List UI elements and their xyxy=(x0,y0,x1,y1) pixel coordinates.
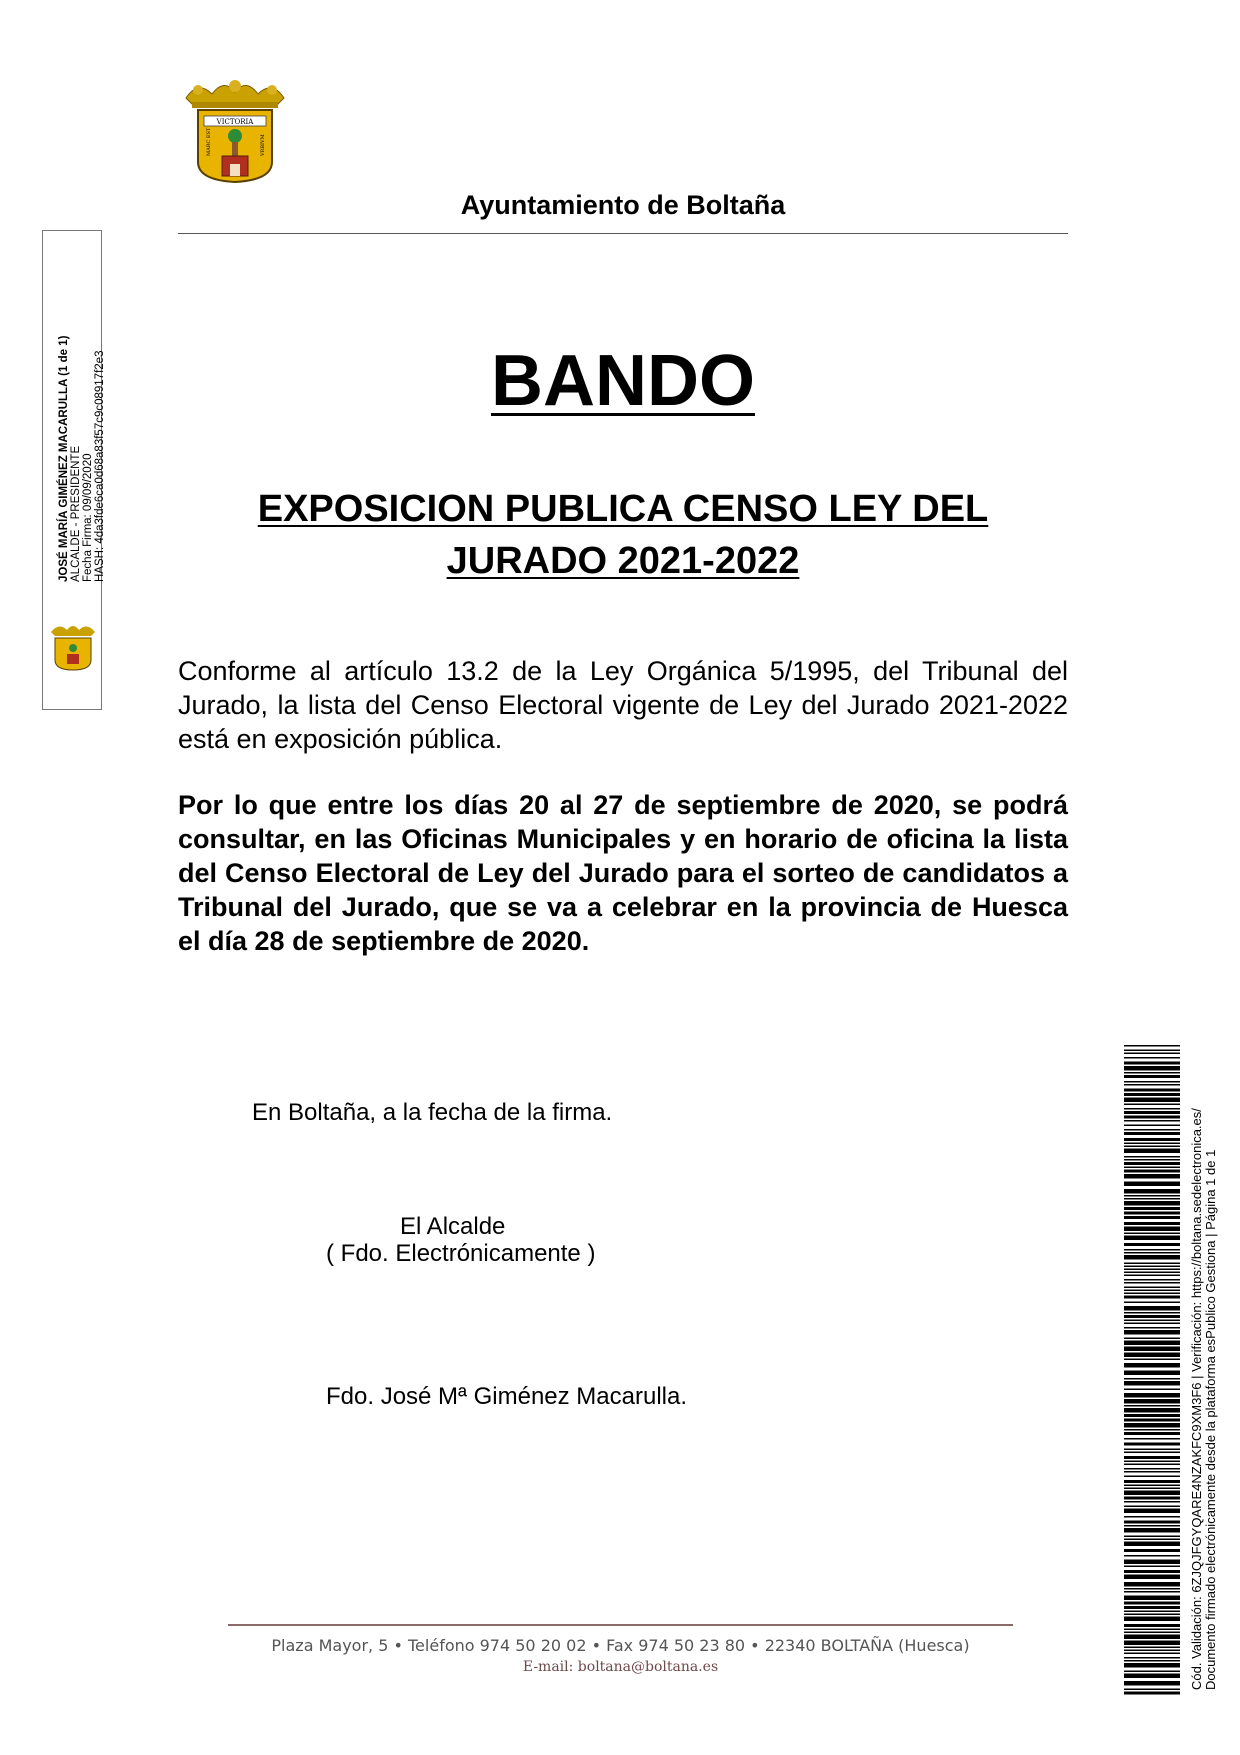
barcode-bar xyxy=(1124,1566,1180,1568)
barcode-bar xyxy=(1124,1414,1180,1417)
barcode-bar xyxy=(1124,1129,1180,1131)
crest-left-text: MARC EST xyxy=(206,127,212,156)
document-title: BANDO xyxy=(491,341,755,421)
barcode-bar xyxy=(1124,1149,1180,1154)
barcode-bar xyxy=(1124,1381,1180,1386)
signer-name: Fdo. José Mª Giménez Macarulla. xyxy=(326,1383,688,1410)
barcode-bar xyxy=(1124,1549,1180,1552)
coat-of-arms-logo xyxy=(178,76,292,184)
barcode-bar xyxy=(1124,1252,1180,1254)
validation-platform: Documento firmado electrónicamente desde la plataforma esPublico Gestiona | Página 1 de 1 xyxy=(1203,1149,1218,1690)
barcode-bar xyxy=(1124,1536,1180,1538)
barcode-bar xyxy=(1124,1195,1180,1197)
institution-name: Ayuntamiento de Boltaña xyxy=(460,190,786,220)
barcode-bar xyxy=(1124,1606,1180,1609)
barcode-bar xyxy=(1124,1233,1180,1235)
barcode-bar xyxy=(1124,1167,1180,1169)
barcode-bar xyxy=(1124,1143,1180,1145)
barcode-bar xyxy=(1124,1476,1180,1478)
document-subtitle xyxy=(200,483,1046,587)
signature-date: Fecha Firma: 09/09/2020 xyxy=(82,453,94,582)
barcode-bar xyxy=(1124,1596,1180,1601)
footer-address: Plaza Mayor, 5 • Teléfono 974 50 20 02 • Fax 974 50 23 80 • 22340 BOLTAÑA (Huesca) xyxy=(271,1636,970,1655)
barcode-bar xyxy=(1124,1075,1180,1078)
barcode-bar xyxy=(1124,1528,1180,1533)
barcode-bar xyxy=(1124,1182,1180,1187)
signature-position: ALCALDE - PRESIDENTE xyxy=(70,445,82,582)
barcode-bar xyxy=(1124,1341,1180,1346)
barcode-bar xyxy=(1124,1066,1180,1071)
signature-crest-icon xyxy=(47,620,99,672)
barcode-bar xyxy=(1124,1287,1180,1289)
barcode-bar xyxy=(1124,1632,1180,1634)
barcode-bar xyxy=(1124,1108,1180,1110)
barcode-bar xyxy=(1124,1521,1180,1524)
barcode-bar xyxy=(1124,1275,1180,1277)
barcode-bar xyxy=(1124,1681,1180,1686)
barcode-bar xyxy=(1124,1162,1180,1165)
signature-stamp-text xyxy=(58,336,106,582)
barcode-bar xyxy=(1124,1062,1180,1065)
barcode-bar xyxy=(1124,1393,1180,1398)
barcode-bar xyxy=(1124,1480,1180,1483)
barcode-bar xyxy=(1124,1635,1180,1640)
barcode-bar xyxy=(1124,1222,1180,1225)
barcode-bar xyxy=(1124,1323,1180,1325)
barcode-bar xyxy=(1124,1657,1180,1659)
barcode-bar xyxy=(1124,1405,1180,1407)
barcode-bar xyxy=(1124,1338,1180,1340)
barcode-bar xyxy=(1124,1269,1180,1271)
barcode-bar xyxy=(1124,1471,1180,1473)
barcode-bar xyxy=(1124,1461,1180,1463)
barcode-bar xyxy=(1124,1353,1180,1358)
barcode-bar xyxy=(1124,1272,1180,1274)
signature-hash: HASH: 4da3fde6ca0d68a83f57c9c08917f2e3 xyxy=(94,350,106,582)
barcode-bar xyxy=(1124,1443,1180,1446)
barcode-bar xyxy=(1124,1449,1180,1451)
barcode-bar xyxy=(1124,1555,1180,1557)
barcode-bar xyxy=(1124,1243,1180,1246)
barcode-bar xyxy=(1124,1378,1180,1380)
barcode-bar xyxy=(1124,1371,1180,1376)
barcode-bar xyxy=(1124,1279,1180,1281)
header-divider xyxy=(178,233,1068,234)
subtitle-line-1: EXPOSICION PUBLICA CENSO LEY DEL xyxy=(257,488,989,530)
barcode-bar xyxy=(1124,1575,1180,1580)
barcode-bar xyxy=(1124,1591,1180,1593)
barcode-bar xyxy=(1124,1506,1180,1508)
validation-barcode xyxy=(1124,1045,1180,1695)
barcode-bar xyxy=(1124,1072,1180,1074)
barcode-bar xyxy=(1124,1491,1180,1496)
signer-role: El Alcalde xyxy=(400,1213,506,1240)
barcode-bar xyxy=(1124,1120,1180,1122)
barcode-bar xyxy=(1124,1302,1180,1304)
barcode-bar xyxy=(1124,1081,1180,1083)
barcode-bar xyxy=(1124,1104,1180,1106)
barcode-bar xyxy=(1124,1660,1180,1662)
barcode-bar xyxy=(1124,1057,1180,1059)
barcode-bar xyxy=(1124,1347,1180,1352)
validation-code: Cód. Validación: 6ZJQJFGYQARE4NZAKFC9XM3F6 | Verificación: https://boltana.sedelectronica.es/ xyxy=(1189,1108,1204,1690)
barcode-bar xyxy=(1124,1423,1180,1428)
barcode-bar xyxy=(1124,1408,1180,1413)
barcode-bar xyxy=(1124,1588,1180,1590)
barcode-bar xyxy=(1124,1093,1180,1096)
barcode-bar xyxy=(1124,1501,1180,1503)
barcode-bar xyxy=(1124,1663,1180,1668)
barcode-bar xyxy=(1124,1315,1180,1318)
barcode-bar xyxy=(1124,1296,1180,1299)
body-paragraph-2: Por lo que entre los días 20 al 27 de septiembre de 2020, se podrá consultar, en las Oficinas Municipales y en horario de oficina la lista del Censo Electoral de Ley del Jurado para el sorteo de candidatos a Tribunal del Jurado, que se va a celebrar en la provincia de Huesca el día 28 de septiembre de 2020. xyxy=(178,790,1068,956)
signer-note: ( Fdo. Electrónicamente ) xyxy=(326,1240,596,1267)
barcode-bar xyxy=(1124,1689,1180,1691)
barcode-bar xyxy=(1124,1617,1180,1622)
barcode-bar xyxy=(1124,1456,1180,1459)
barcode-bar xyxy=(1124,1084,1180,1086)
barcode-bar xyxy=(1124,1516,1180,1518)
barcode-bar xyxy=(1124,1216,1180,1219)
barcode-bar xyxy=(1124,1249,1180,1251)
barcode-bar xyxy=(1124,1159,1180,1161)
barcode-bar xyxy=(1124,1611,1180,1613)
barcode-bar xyxy=(1124,1098,1180,1103)
barcode-bar xyxy=(1124,1330,1180,1335)
barcode-bar xyxy=(1124,1452,1180,1454)
barcode-bar xyxy=(1124,1560,1180,1565)
place-date: En Boltaña, a la fecha de la firma. xyxy=(252,1099,613,1126)
barcode-bar xyxy=(1124,1045,1180,1047)
barcode-bar xyxy=(1124,1539,1180,1541)
barcode-bar xyxy=(1124,1198,1180,1200)
barcode-bar xyxy=(1124,1389,1180,1391)
validation-text xyxy=(1190,1108,1218,1690)
barcode-bar xyxy=(1124,1647,1180,1649)
barcode-bar xyxy=(1124,1327,1180,1329)
crest-banner-text: VICTORIA xyxy=(216,118,254,126)
barcode-bar xyxy=(1124,1399,1180,1404)
body-paragraph-1: Conforme al artículo 13.2 de la Ley Orgánica 5/1995, del Tribunal del Jurado, la lista del Censo Electoral vigente de Ley del Jurado 2021-2022 está en exposición pública. xyxy=(178,656,1068,754)
barcode-bar xyxy=(1124,1464,1180,1466)
barcode-bar xyxy=(1124,1650,1180,1652)
barcode-bar xyxy=(1124,1542,1180,1547)
barcode-bar xyxy=(1124,1116,1180,1119)
barcode-bar xyxy=(1124,1089,1180,1092)
barcode-bar xyxy=(1124,1201,1180,1206)
barcode-bar xyxy=(1124,1212,1180,1215)
barcode-bar xyxy=(1124,1692,1180,1695)
barcode-bar xyxy=(1124,1485,1180,1487)
barcode-bar xyxy=(1124,1582,1180,1587)
barcode-bar xyxy=(1124,1050,1180,1052)
barcode-bar xyxy=(1124,1602,1180,1605)
barcode-bar xyxy=(1124,1497,1180,1500)
barcode-bar xyxy=(1124,1306,1180,1311)
barcode-bar xyxy=(1124,1125,1180,1127)
barcode-bar xyxy=(1124,1488,1180,1490)
barcode-bar xyxy=(1124,1359,1180,1361)
crest-right-text: VRBIVM xyxy=(260,134,266,156)
barcode-bar xyxy=(1124,1525,1180,1527)
barcode-bar xyxy=(1124,1263,1180,1265)
barcode-bar xyxy=(1124,1293,1180,1295)
barcode-bar xyxy=(1124,1641,1180,1646)
barcode-bar xyxy=(1124,1227,1180,1232)
barcode-bar xyxy=(1124,1671,1180,1673)
barcode-bar xyxy=(1124,1255,1180,1260)
barcode-bar xyxy=(1124,1674,1180,1679)
barcode-bar xyxy=(1124,1432,1180,1435)
barcode-bar xyxy=(1124,1138,1180,1141)
barcode-bar xyxy=(1124,1629,1180,1631)
subtitle-line-2: JURADO 2021-2022 xyxy=(446,540,800,582)
barcode-bar xyxy=(1124,1312,1180,1314)
barcode-bar xyxy=(1124,1156,1180,1158)
barcode-bar xyxy=(1124,1429,1180,1431)
barcode-bar xyxy=(1124,1053,1180,1055)
barcode-bar xyxy=(1124,1438,1180,1440)
barcode-bar xyxy=(1124,1282,1180,1284)
barcode-bar xyxy=(1124,1468,1180,1470)
barcode-bar xyxy=(1124,1290,1180,1292)
barcode-bar xyxy=(1124,1189,1180,1194)
footer-divider xyxy=(228,1624,1013,1626)
barcode-bar xyxy=(1124,1614,1180,1616)
barcode-bar xyxy=(1124,1170,1180,1173)
barcode-bar xyxy=(1124,1363,1180,1368)
barcode-bar xyxy=(1124,1509,1180,1514)
barcode-bar xyxy=(1124,1146,1180,1148)
barcode-bar xyxy=(1124,1419,1180,1422)
barcode-bar xyxy=(1124,1174,1180,1179)
signature-signer: JOSÉ MARÍA GIMÉNEZ MACARULLA (1 de 1) xyxy=(58,335,70,582)
barcode-bar xyxy=(1124,1236,1180,1241)
barcode-bar xyxy=(1124,1111,1180,1114)
footer-email: E-mail: boltana@boltana.es xyxy=(522,1659,719,1675)
barcode-bar xyxy=(1124,1624,1180,1627)
barcode-bar xyxy=(1124,1266,1180,1268)
barcode-bar xyxy=(1124,1320,1180,1322)
barcode-bar xyxy=(1124,1570,1180,1573)
barcode-bar xyxy=(1124,1653,1180,1655)
barcode-bar xyxy=(1124,1207,1180,1210)
barcode-bar xyxy=(1124,1132,1180,1135)
